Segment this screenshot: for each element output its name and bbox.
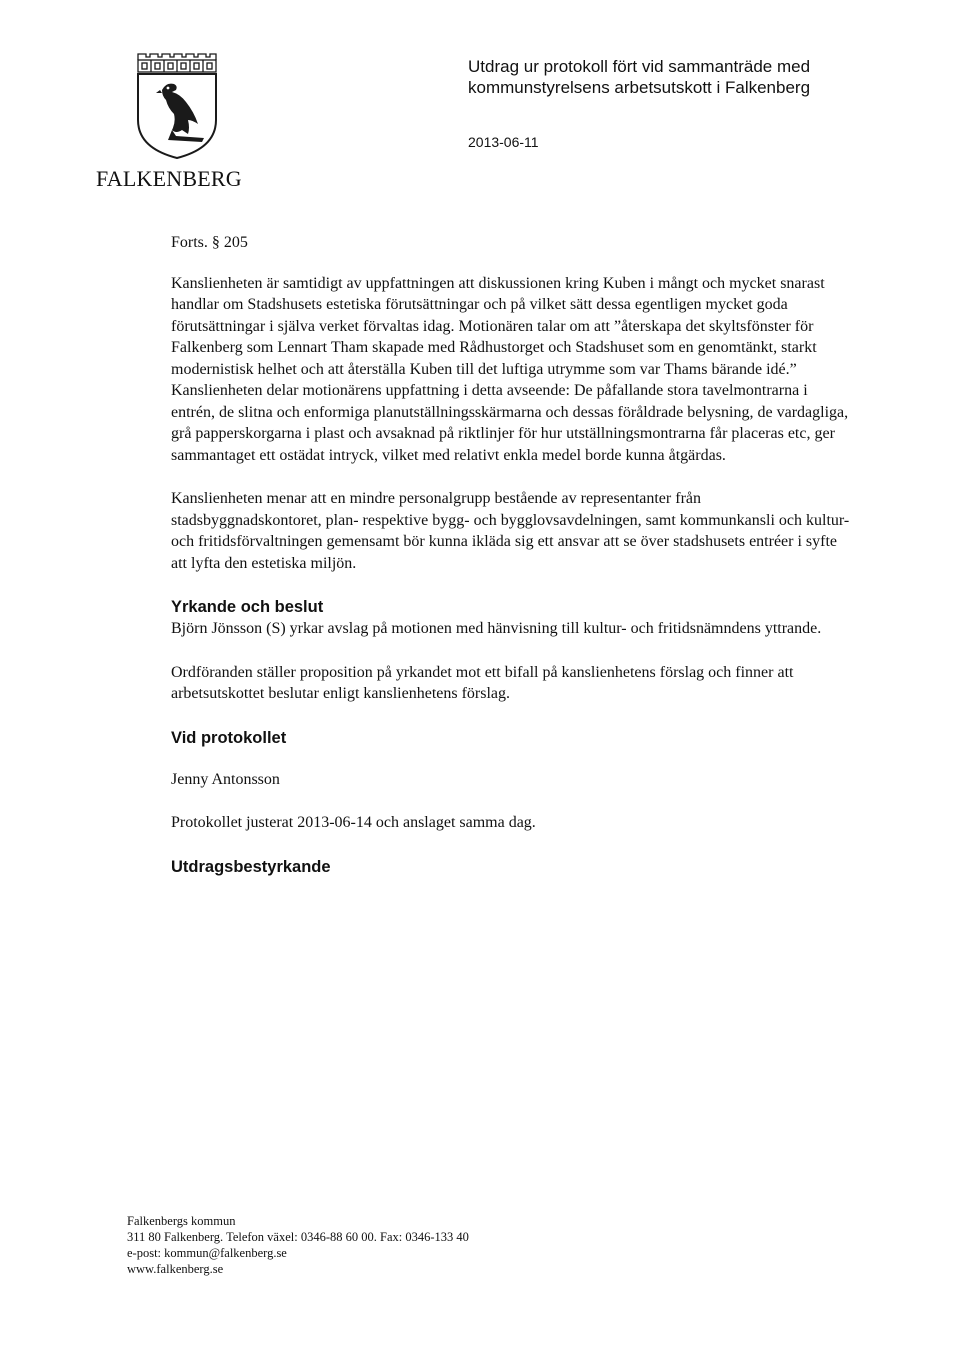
footer-email: e-post: kommun@falkenberg.se [127, 1246, 287, 1260]
document-title [468, 56, 888, 98]
municipality-name: FALKENBERG [96, 166, 242, 191]
secretary-name: Jenny Antonsson [171, 770, 280, 788]
adjustment-statement: Protokollet justerat 2013-06-14 och anslaget samma dag. [171, 814, 536, 831]
paragraph-motion-rejection: Björn Jönsson (S) yrkar avslag på motionen med hänvisning till kultur- och fritidsnämndens yttrande. [171, 620, 822, 637]
paragraph-proposal: Kanslienheten menar att en mindre personalgrupp bestående av representanter från stadsbyggnadskontoret, plan- respektive bygg- och bygglovsavdelningen, samt kommunkansli och kultur- och fritidsförvaltningen gemensamt bör kunna ikläda sig ett ansvar att se över stadshusets entréer i syfte att lyfta den estetiska miljön. [171, 490, 850, 572]
footer-contact [127, 1213, 547, 1277]
document-title-line-2: kommunstyrelsens arbetsutskott i Falkenberg [468, 78, 811, 97]
paragraph-decision: Ordföranden ställer proposition på yrkandet mot ett bifall på kanslienhetens förslag och finner att arbetsutskottet beslutar enligt kanslienhetens förslag. [171, 663, 794, 702]
footer-organization: Falkenbergs kommun [127, 1214, 236, 1228]
footer-website: www.falkenberg.se [127, 1262, 224, 1276]
heading-yrkande: Yrkande och beslut [171, 598, 324, 616]
paragraph-assessment: Kanslienheten är samtidigt av uppfattningen att diskussionen kring Kuben i mångt och mycket snarast handlar om Stadshusets estetiska förutsättningar och på vilket sätt dessa egentligen mycket goda förutsättningar i själva verket förvaltas idag. Motionären talar om att ”återskapa det skyltsfönster för Falkenberg som Lennart Tham skapade med Rådhustorget och Stadshuset som en genomtänkt, starkt modernistisk helhet och att återställa Kuben till det luftiga utrymme som var Thams bärande idé.” Kanslienheten delar motionärens uppfattning i detta avseende: De påfallande stora tavelmontrarna i entrén, de slitna och enformiga planutställningsskärmarna och dessas föråldrade belysning, de vardagliga, grå papperskorgarna i plast och avsaknad på riktlinjer för hur utställningsmontrarna får placeras etc, ger sammantaget ett ostädat intryck, vilket med relativt enkla medel borde kunna åtgärdas. [171, 274, 849, 464]
heading-utdragsbestyrkande: Utdragsbestyrkande [171, 857, 331, 876]
section-reference: Forts. § 205 [171, 234, 248, 251]
document-body [171, 232, 851, 878]
falcon-crest-icon [132, 50, 222, 160]
heading-vid-protokollet: Vid protokollet [171, 728, 287, 747]
document-title-line-1: Utdrag ur protokoll fört vid sammanträde med [468, 57, 811, 76]
footer-address: 311 80 Falkenberg. Telefon växel: 0346-88 60 00. Fax: 0346-133 40 [127, 1230, 469, 1244]
meeting-date: 2013-06-11 [468, 134, 539, 150]
